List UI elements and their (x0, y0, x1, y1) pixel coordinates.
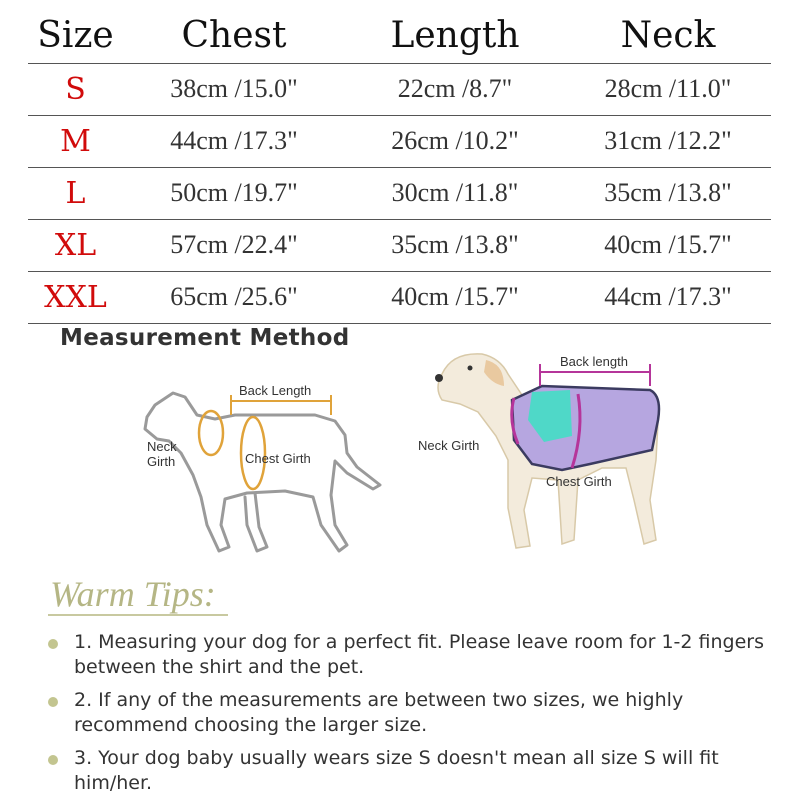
neck-value: 40cm /15.7" (565, 219, 771, 271)
neck-value: 31cm /12.2" (565, 115, 771, 167)
bullet-icon (48, 697, 58, 707)
photo-neck-girth-label: Neck Girth (418, 438, 480, 453)
warm-tips-heading: Warm Tips: (50, 574, 216, 614)
table-row (28, 271, 771, 323)
length-value: 35cm /13.8" (345, 219, 565, 271)
tip-text: 2. If any of the measurements are between two sizes, we highly recommend choosing the larger size. (74, 689, 684, 736)
photo-chest-girth-label: Chest Girth (546, 474, 612, 489)
length-value: 26cm /10.2" (345, 115, 565, 167)
neck-value: 35cm /13.8" (565, 167, 771, 219)
dog-photo-diagram (412, 340, 702, 565)
tips-heading-underline (48, 614, 228, 616)
chest-value: 50cm /19.7" (123, 167, 345, 219)
size-label: S (28, 63, 123, 115)
size-chart-table (28, 8, 771, 324)
size-label: M (28, 115, 123, 167)
tips-list (44, 630, 764, 800)
dog-sketch-diagram (135, 375, 390, 575)
table-row (28, 167, 771, 219)
size-label: L (28, 167, 123, 219)
header-size: Size (28, 8, 123, 63)
dog-nose-icon (435, 374, 443, 382)
bullet-icon (48, 639, 58, 649)
neck-girth-label-line1: Neck (147, 439, 177, 454)
bullet-icon (48, 755, 58, 765)
table-header-row (28, 8, 771, 63)
list-item (44, 746, 764, 796)
table-row (28, 63, 771, 115)
size-label: XXL (28, 271, 123, 323)
header-neck: Neck (565, 8, 771, 63)
length-value: 40cm /15.7" (345, 271, 565, 323)
photo-back-length-label: Back length (560, 354, 628, 369)
header-length: Length (345, 8, 565, 63)
back-length-label: Back Length (239, 383, 312, 398)
chest-girth-label: Chest Girth (245, 451, 311, 466)
list-item (44, 630, 764, 680)
neck-girth-label-line2: Girth (147, 454, 176, 469)
header-chest: Chest (123, 8, 345, 63)
length-value: 22cm /8.7" (345, 63, 565, 115)
size-label: XL (28, 219, 123, 271)
dog-eye-icon (468, 366, 473, 371)
neck-value: 44cm /17.3" (565, 271, 771, 323)
table-row (28, 219, 771, 271)
back-length-arrow (231, 395, 331, 415)
table-row (28, 115, 771, 167)
chest-value: 65cm /25.6" (123, 271, 345, 323)
tip-text: 3. Your dog baby usually wears size S doesn't mean all size S will fit him/her. (74, 747, 719, 794)
chest-value: 57cm /22.4" (123, 219, 345, 271)
measurement-method-title: Measurement Method (60, 325, 350, 351)
tip-text: 1. Measuring your dog for a perfect fit. Please leave room for 1-2 fingers between the shirt and the pet. (74, 631, 765, 678)
list-item (44, 688, 764, 738)
length-value: 30cm /11.8" (345, 167, 565, 219)
chest-value: 44cm /17.3" (123, 115, 345, 167)
neck-value: 28cm /11.0" (565, 63, 771, 115)
chest-value: 38cm /15.0" (123, 63, 345, 115)
